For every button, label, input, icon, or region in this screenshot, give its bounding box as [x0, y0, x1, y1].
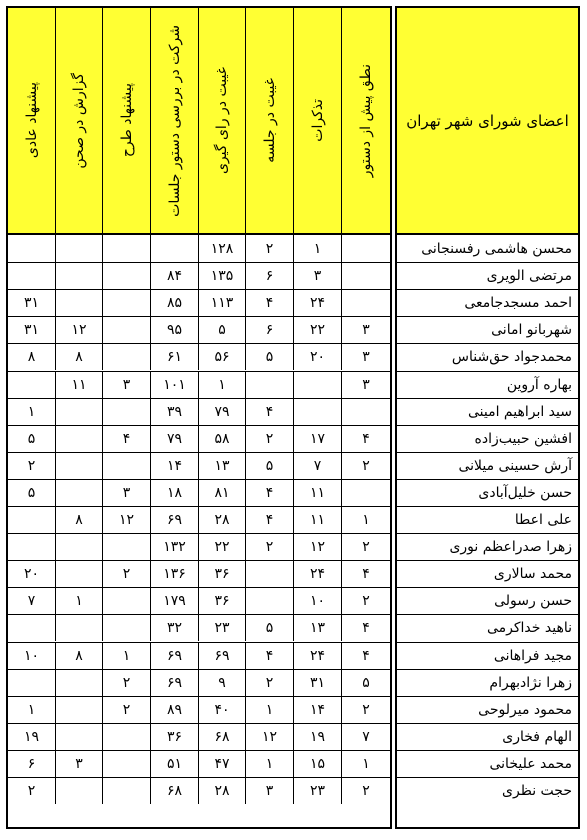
table-cell: ۶۸	[198, 724, 245, 750]
table-cell: ۶۸	[150, 778, 198, 804]
table-cell: ۶	[245, 317, 293, 343]
table-row	[8, 587, 390, 614]
column-header-label: پیشنهاد طرح	[118, 83, 135, 158]
table-cell	[341, 235, 390, 262]
table-row	[8, 262, 390, 289]
table-cell	[293, 399, 341, 425]
table-cell: ۶۹	[150, 670, 198, 696]
table-cell: ۲۰	[293, 344, 341, 370]
table-cell: ۱	[341, 507, 390, 533]
column-header-label: گزارش در صحن	[71, 72, 87, 169]
table-cell: ۵۱	[150, 751, 198, 777]
table-cell	[55, 290, 102, 316]
table-cell: ۵	[245, 344, 293, 370]
member-name: محمدجواد حق‌شناس	[397, 343, 578, 370]
table-row	[8, 533, 390, 560]
table-cell: ۸	[27, 349, 36, 366]
table-cell: ۳	[102, 372, 150, 398]
table-row	[8, 614, 390, 641]
table-cell: ۱۴	[293, 697, 341, 723]
table-cell: ۱۲	[102, 507, 150, 533]
table-cell: ۶	[27, 755, 36, 772]
table-cell: ۱۷۹	[150, 588, 198, 614]
table-cell: ۲۸	[198, 778, 245, 804]
member-name: محمود میرلوحی	[397, 696, 578, 723]
table-cell: ۲۴	[293, 290, 341, 316]
member-name: محمد سالاری	[397, 560, 578, 587]
column-header	[102, 8, 150, 233]
table-cell: ۳۱	[293, 670, 341, 696]
table-cell: ۴	[341, 615, 390, 641]
table-cell	[102, 588, 150, 614]
table-cell	[55, 778, 102, 804]
table-cell: ۳	[293, 263, 341, 289]
table-row	[8, 425, 390, 452]
table-row	[8, 343, 390, 370]
table-cell: ۳	[245, 778, 293, 804]
table-row	[8, 642, 390, 669]
table-cell: ۲	[102, 697, 150, 723]
table-cell	[341, 263, 390, 289]
table-cell	[55, 561, 102, 587]
table-cell: ۲	[27, 783, 36, 800]
table-cell: ۳۹	[150, 399, 198, 425]
table-cell	[102, 778, 150, 804]
table-cell: ۶	[245, 263, 293, 289]
table-cell: ۲	[102, 670, 150, 696]
members-table	[395, 6, 580, 829]
table-cell: ۸	[55, 507, 102, 533]
table-cell: ۲۲	[293, 317, 341, 343]
member-name: سید ابراهیم امینی	[397, 398, 578, 425]
table-cell: ۱	[198, 372, 245, 398]
member-name: شهربانو امانی	[397, 316, 578, 343]
member-name: حجت نظری	[397, 777, 578, 804]
table-cell: ۱	[245, 697, 293, 723]
column-header-label: نطق پیش از دستور	[358, 63, 374, 178]
table-row	[8, 506, 390, 533]
member-name: زهرا نژادبهرام	[397, 669, 578, 696]
column-header-label: شرکت در بررسی دستور جلسات	[166, 24, 183, 217]
table-cell: ۱۰۱	[150, 372, 198, 398]
table-cell: ۳۶	[198, 588, 245, 614]
table-cell: ۲	[245, 235, 293, 262]
table-cell: ۴	[341, 426, 390, 452]
table-cell	[245, 561, 293, 587]
table-cell	[245, 372, 293, 398]
table-cell: ۲۸	[198, 507, 245, 533]
member-name: علی اعطا	[397, 506, 578, 533]
table-cell	[102, 751, 150, 777]
table-cell	[102, 615, 150, 641]
table-cell: ۲	[27, 457, 36, 474]
member-name: الهام فخاری	[397, 723, 578, 750]
member-name: محمد علیخانی	[397, 750, 578, 777]
table-cell	[55, 426, 102, 452]
table-cell: ۱۳۶	[150, 561, 198, 587]
table-cell: ۸	[55, 643, 102, 669]
table-cell	[341, 290, 390, 316]
table-cell: ۴	[341, 643, 390, 669]
table-cell	[102, 317, 150, 343]
table-cell: ۱	[55, 588, 102, 614]
table-cell: ۱۰	[23, 647, 40, 664]
table-cell	[8, 670, 55, 696]
table-cell: ۴۷	[198, 751, 245, 777]
table-cell: ۱	[27, 403, 36, 420]
table-cell	[102, 263, 150, 289]
table-cell: ۴	[341, 561, 390, 587]
table-cell: ۱	[102, 643, 150, 669]
table-cell: ۴	[245, 643, 293, 669]
table-cell	[293, 372, 341, 398]
table-row	[8, 669, 390, 696]
table-cell: ۱۲	[293, 534, 341, 560]
table-cell: ۳۱	[23, 322, 40, 339]
table-row	[8, 371, 390, 398]
members-header-title: اعضای شورای شهر تهران	[406, 111, 569, 130]
table-cell: ۱۲۸	[198, 235, 245, 262]
table-cell: ۵	[341, 670, 390, 696]
table-cell: ۳	[102, 480, 150, 506]
table-cell	[102, 235, 150, 262]
member-name: مرتضی الویری	[397, 262, 578, 289]
table-cell: ۲	[341, 453, 390, 479]
table-cell	[55, 615, 102, 641]
table-cell: ۲	[341, 588, 390, 614]
table-row	[8, 479, 390, 506]
table-cell: ۷	[341, 724, 390, 750]
table-cell: ۱۳	[293, 615, 341, 641]
table-cell: ۱۵	[293, 751, 341, 777]
table-cell	[8, 534, 55, 560]
table-cell: ۷	[27, 593, 36, 610]
table-cell: ۸۵	[150, 290, 198, 316]
table-cell: ۷	[293, 453, 341, 479]
table-cell: ۱۱	[55, 372, 102, 398]
table-cell: ۶۹	[150, 507, 198, 533]
table-cell: ۲	[341, 534, 390, 560]
table-cell: ۲	[245, 534, 293, 560]
table-cell: ۹۵	[150, 317, 198, 343]
table-cell	[8, 507, 55, 533]
table-cell	[55, 235, 102, 262]
table-cell	[8, 263, 55, 289]
table-cell: ۴	[245, 290, 293, 316]
table-cell	[55, 697, 102, 723]
table-cell	[55, 399, 102, 425]
table-cell	[55, 263, 102, 289]
table-cell: ۳	[55, 751, 102, 777]
table-cell: ۱۳	[198, 453, 245, 479]
table-cell: ۳	[341, 317, 390, 343]
table-cell: ۳	[341, 372, 390, 398]
table-cell: ۴	[245, 399, 293, 425]
table-cell: ۵	[27, 430, 36, 447]
table-cell: ۱	[293, 235, 341, 262]
table-cell: ۸۴	[150, 263, 198, 289]
table-cell: ۲۰	[23, 566, 40, 583]
table-cell	[102, 724, 150, 750]
member-name: محسن هاشمی رفسنجانی	[421, 240, 572, 257]
table-cell	[245, 588, 293, 614]
table-cell	[341, 480, 390, 506]
column-header	[198, 8, 245, 233]
table-cell	[102, 344, 150, 370]
table-cell: ۳۲	[150, 615, 198, 641]
table-cell: ۱۹	[23, 728, 40, 745]
column-header	[55, 8, 102, 233]
column-header	[293, 8, 341, 233]
table-cell: ۲۲	[198, 534, 245, 560]
table-cell: ۹	[198, 670, 245, 696]
table-cell: ۳۶	[198, 561, 245, 587]
table-cell: ۱	[341, 751, 390, 777]
member-name: احمد مسجدجامعی	[397, 289, 578, 316]
table-cell	[150, 235, 198, 262]
table-cell: ۵	[245, 453, 293, 479]
table-row	[8, 398, 390, 425]
table-cell: ۵	[27, 484, 36, 501]
table-cell	[55, 724, 102, 750]
table-cell: ۷۹	[198, 399, 245, 425]
table-cell	[102, 453, 150, 479]
member-name: مجید فراهانی	[397, 642, 578, 669]
table-cell	[8, 372, 55, 398]
table-cell	[102, 290, 150, 316]
table-cell	[341, 399, 390, 425]
table-cell: ۷۹	[150, 426, 198, 452]
table-cell: ۲۳	[293, 778, 341, 804]
column-header-label: پیشنهاد عادی	[23, 82, 40, 159]
table-cell: ۱	[27, 701, 36, 718]
table-cell: ۲۴	[293, 643, 341, 669]
member-name: ناهید خداکرمی	[397, 614, 578, 641]
table-cell: ۲	[245, 426, 293, 452]
table-cell: ۵	[198, 317, 245, 343]
table-row	[8, 316, 390, 343]
table-cell: ۱۳۲	[150, 534, 198, 560]
member-name: آرش حسینی میلانی	[397, 452, 578, 479]
table-cell: ۱۴	[150, 453, 198, 479]
table-cell: ۱	[245, 751, 293, 777]
member-name: بهاره آروین	[397, 371, 578, 398]
member-name: حسن رسولی	[397, 587, 578, 614]
table-cell: ۲۳	[198, 615, 245, 641]
statistics-body	[8, 235, 390, 827]
table-cell: ۱۹	[293, 724, 341, 750]
table-cell: ۲	[341, 778, 390, 804]
table-cell	[55, 453, 102, 479]
members-body	[397, 235, 578, 827]
table-cell: ۶۹	[150, 643, 198, 669]
table-cell: ۱۱	[293, 507, 341, 533]
column-header	[341, 8, 390, 233]
table-row	[8, 696, 390, 723]
table-cell: ۵۶	[198, 344, 245, 370]
table-cell: ۴	[245, 507, 293, 533]
member-name: افشین حبیب‌زاده	[397, 425, 578, 452]
table-cell: ۳	[341, 344, 390, 370]
table-cell: ۱۲	[245, 724, 293, 750]
table-cell	[55, 534, 102, 560]
table-cell: ۲	[102, 561, 150, 587]
table-cell: ۸۹	[150, 697, 198, 723]
table-cell: ۱۱۳	[198, 290, 245, 316]
table-row	[8, 723, 390, 750]
table-cell	[102, 399, 150, 425]
table-cell: ۵۸	[198, 426, 245, 452]
member-name: حسن خلیل‌آبادی	[397, 479, 578, 506]
column-header-label: غیبت در جلسه	[261, 78, 278, 163]
table-cell: ۸	[55, 344, 102, 370]
table-row	[8, 452, 390, 479]
table-cell: ۶۱	[150, 344, 198, 370]
table-row	[8, 777, 390, 804]
table-cell: ۶۹	[198, 643, 245, 669]
table-cell: ۱۰	[293, 588, 341, 614]
members-header	[397, 8, 578, 235]
table-cell: ۱۳۵	[198, 263, 245, 289]
table-cell: ۲۴	[293, 561, 341, 587]
table-cell: ۸۱	[198, 480, 245, 506]
table-row	[8, 235, 390, 262]
table-cell: ۳۶	[150, 724, 198, 750]
statistics-table	[6, 6, 392, 829]
column-header	[8, 8, 55, 233]
table-cell: ۲	[245, 670, 293, 696]
table-cell	[102, 534, 150, 560]
table-cell: ۴	[245, 480, 293, 506]
member-name: زهرا صدراعظم نوری	[397, 533, 578, 560]
table-cell: ۱۱	[293, 480, 341, 506]
statistics-header	[8, 8, 390, 235]
column-header	[245, 8, 293, 233]
table-row	[8, 560, 390, 587]
table-cell: ۴	[102, 426, 150, 452]
table-cell	[8, 235, 55, 262]
table-cell: ۴۰	[198, 697, 245, 723]
table-row	[8, 750, 390, 777]
table-cell: ۳۱	[23, 295, 40, 312]
table-cell: ۵	[245, 615, 293, 641]
table-cell: ۱۸	[150, 480, 198, 506]
table-cell	[55, 670, 102, 696]
table-cell	[55, 480, 102, 506]
table-row	[8, 289, 390, 316]
table-cell: ۲	[341, 697, 390, 723]
table-cell	[8, 615, 55, 641]
table-cell: ۱۲	[55, 317, 102, 343]
column-header	[150, 8, 198, 233]
table-cell: ۱۷	[293, 426, 341, 452]
column-header-label: تذکرات	[309, 99, 326, 142]
column-header-label: غیبت در رای گیری	[214, 66, 230, 175]
